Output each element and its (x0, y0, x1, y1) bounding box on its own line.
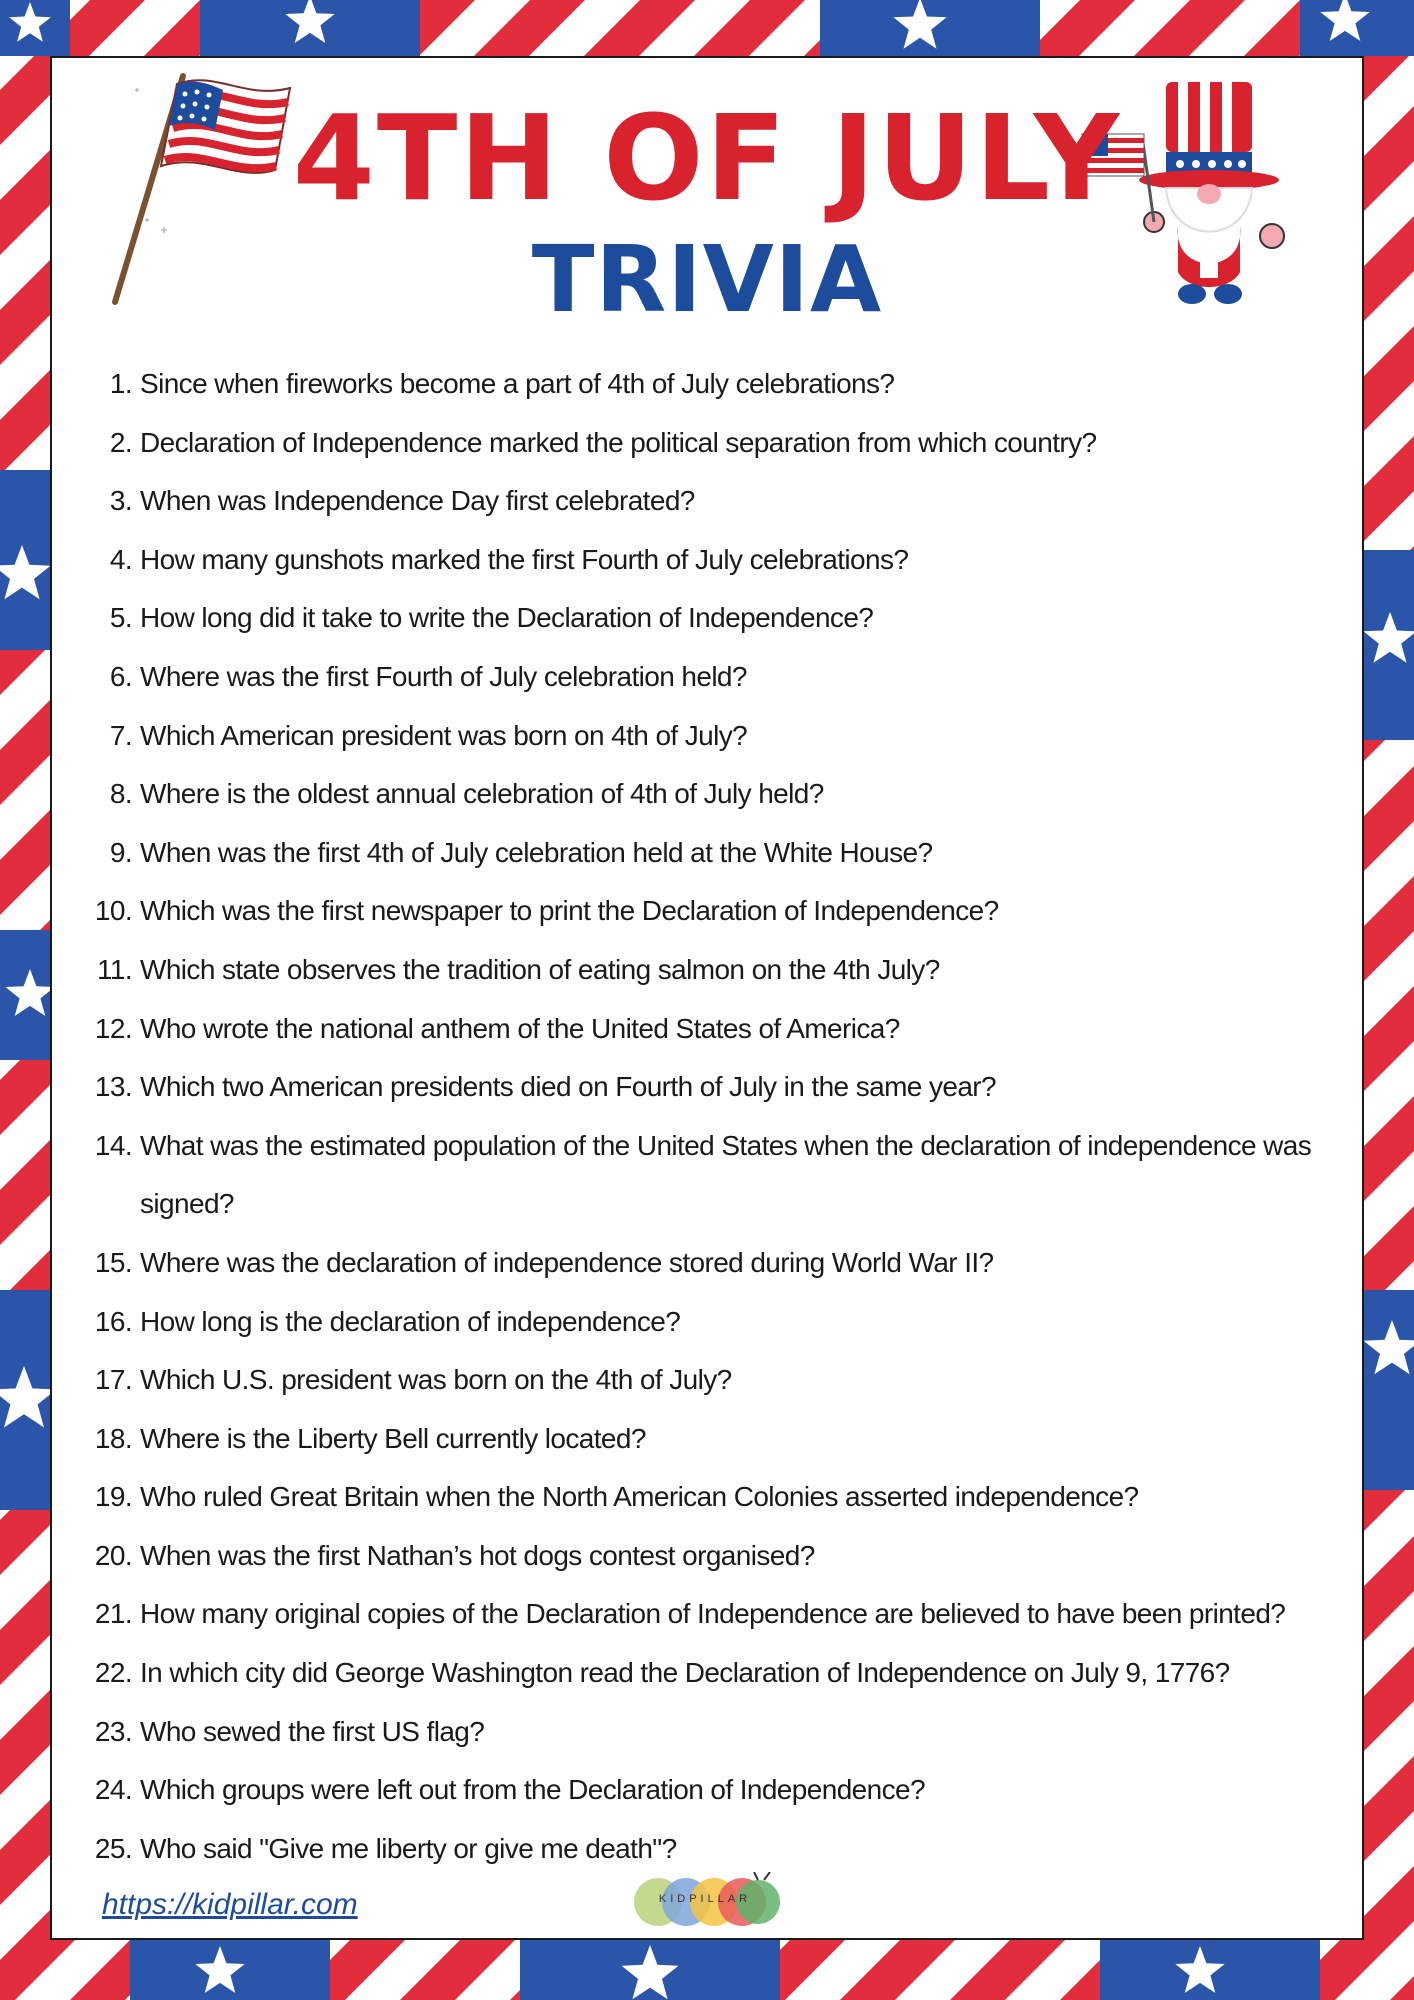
question-item (80, 531, 1340, 590)
question-item (80, 707, 1340, 766)
kidpillar-logo (630, 1872, 780, 1932)
question-item (80, 1117, 1340, 1234)
question-number: 17. (94, 1364, 132, 1396)
question-number: 24. (94, 1774, 132, 1806)
question-item (80, 941, 1340, 1000)
question-item (80, 1000, 1340, 1059)
question-number: 20. (94, 1539, 132, 1571)
question-list (80, 355, 1340, 1878)
question-item (80, 1761, 1340, 1820)
question-item (80, 882, 1340, 941)
question-text: Who said "Give me liberty or give me death"? (140, 1832, 677, 1864)
question-number: 23. (94, 1715, 132, 1747)
question-number: 8. (109, 778, 132, 810)
question-text: Which groups were left out from the Declaration of Independence? (140, 1774, 925, 1806)
question-text: Which state observes the tradition of eating salmon on the 4th July? (140, 953, 940, 985)
question-text: Where is the Liberty Bell currently located? (140, 1422, 646, 1454)
website-link[interactable]: https://kidpillar.com (102, 1888, 358, 1921)
question-number: 5. (109, 602, 132, 634)
question-number: 12. (94, 1012, 132, 1044)
question-text: Where is the oldest annual celebration of 4th of July held? (140, 778, 824, 810)
question-text: Which American president was born on 4th of July? (140, 719, 748, 751)
question-number: 6. (109, 660, 132, 692)
question-number: 21. (94, 1598, 132, 1630)
question-text: How many original copies of the Declaration of Independence are believed to have been printed? (140, 1598, 1286, 1630)
question-item (80, 1468, 1340, 1527)
page-subtitle: TRIVIA (531, 226, 883, 333)
question-text: Since when fireworks become a part of 4th of July celebrations? (140, 368, 895, 399)
question-item (80, 1351, 1340, 1410)
question-number: 19. (94, 1481, 132, 1513)
question-item (80, 824, 1340, 883)
question-number: 14. (94, 1129, 132, 1161)
question-text: Where was the first Fourth of July celebration held? (140, 660, 747, 692)
question-number: 25. (94, 1832, 132, 1864)
question-item (80, 472, 1340, 531)
question-text: What was the estimated population of the United States when the declaration of independence was signed? (140, 1129, 1312, 1220)
question-text: Which two American presidents died on Fourth of July in the same year? (140, 1071, 996, 1103)
question-number: 7. (109, 719, 132, 751)
question-text: When was Independence Day first celebrated? (140, 485, 695, 517)
question-number: 11. (96, 953, 132, 985)
question-number: 3. (109, 485, 132, 517)
page-title: 4TH OF JULY (292, 89, 1122, 227)
question-number: 1. (109, 368, 132, 399)
question-text: When was the first Nathan’s hot dogs contest organised? (140, 1539, 815, 1571)
question-item (80, 1058, 1340, 1117)
question-item (80, 1585, 1340, 1644)
question-item (80, 1234, 1340, 1293)
question-text: Who wrote the national anthem of the United States of America? (140, 1012, 900, 1044)
question-text: How many gunshots marked the first Fourth of July celebrations? (140, 543, 909, 575)
question-number: 22. (94, 1657, 132, 1689)
question-text: In which city did George Washington read the Declaration of Independence on July 9, 1776? (140, 1657, 1230, 1689)
question-number: 13. (94, 1071, 132, 1103)
question-text: Where was the declaration of independence stored during World War II? (140, 1246, 994, 1278)
question-number: 10. (94, 895, 132, 927)
question-item (80, 648, 1340, 707)
question-item (80, 765, 1340, 824)
logo-text: KIDPILLAR (658, 1893, 752, 1905)
question-text: How long is the declaration of independence? (140, 1305, 681, 1337)
question-text: Which U.S. president was born on the 4th of July? (140, 1364, 732, 1396)
question-text: Declaration of Independence marked the political separation from which country? (140, 426, 1097, 458)
question-item (80, 414, 1340, 473)
question-item (80, 1293, 1340, 1352)
question-text: Who ruled Great Britain when the North American Colonies asserted independence? (140, 1481, 1139, 1513)
question-number: 9. (109, 836, 132, 868)
question-item (80, 355, 1340, 414)
question-text: Who sewed the first US flag? (140, 1715, 485, 1747)
question-text: Which was the first newspaper to print the Declaration of Independence? (140, 895, 999, 927)
question-number: 18. (94, 1422, 132, 1454)
question-number: 2. (109, 426, 132, 458)
question-number: 16. (94, 1305, 132, 1337)
question-item (80, 1703, 1340, 1762)
question-number: 15. (94, 1246, 132, 1278)
question-item (80, 1410, 1340, 1469)
question-item (80, 1527, 1340, 1586)
question-text: When was the first 4th of July celebration held at the White House? (140, 836, 933, 868)
question-item (80, 1820, 1340, 1879)
question-item (80, 1644, 1340, 1703)
question-item (80, 589, 1340, 648)
question-text: How long did it take to write the Declaration of Independence? (140, 602, 874, 634)
question-number: 4. (109, 543, 132, 575)
